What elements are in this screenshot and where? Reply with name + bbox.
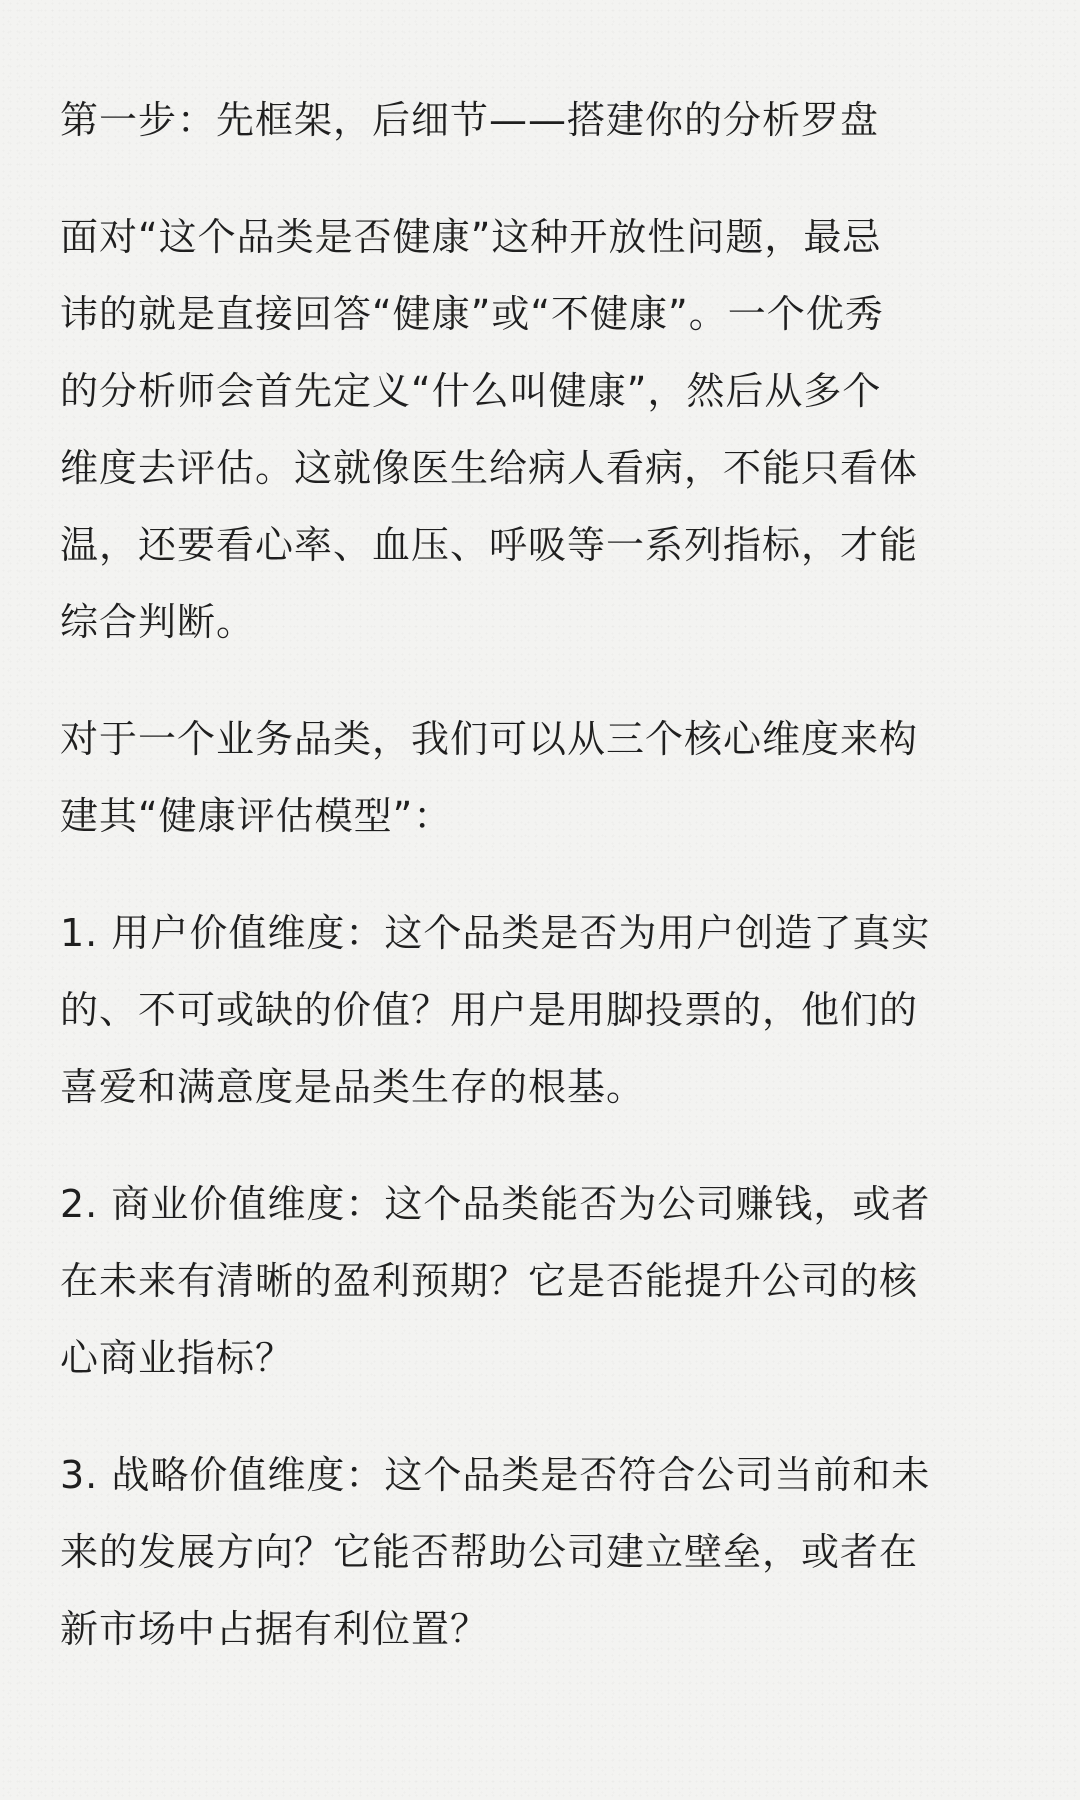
list-item-business-value	[60, 1166, 1020, 1397]
text-line: 喜爱和满意度是品类生存的根基。	[60, 1065, 646, 1109]
text-line: 新市场中占据有利位置？	[60, 1607, 490, 1651]
text-line: 对于一个业务品类，我们可以从三个核心维度来构	[60, 717, 919, 761]
text-line: 面对“这个品类是否健康”这种开放性问题，最忌	[60, 215, 882, 259]
text-line: 温，还要看心率、血压、呼吸等一系列指标，才能	[60, 523, 919, 567]
text-line: 心商业指标？	[60, 1336, 295, 1380]
text-line: 维度去评估。这就像医生给病人看病，不能只看体	[60, 446, 919, 490]
text-line: 1. 用户价值维度：这个品类是否为用户创造了真实	[60, 911, 931, 955]
text-line: 建其“健康评估模型”：	[60, 794, 453, 838]
text-line: 综合判断。	[60, 600, 256, 644]
paragraph-model	[60, 701, 1020, 855]
text-line: 2. 商业价值维度：这个品类能否为公司赚钱，或者	[60, 1182, 931, 1226]
text-line: 3. 战略价值维度：这个品类是否符合公司当前和未	[60, 1453, 931, 1497]
text-line: 的、不可或缺的价值？用户是用脚投票的，他们的	[60, 988, 919, 1032]
section-heading: 第一步：先框架，后细节——搭建你的分析罗盘	[60, 98, 880, 142]
text-line: 在未来有清晰的盈利预期？它是否能提升公司的核	[60, 1259, 919, 1303]
text-line: 来的发展方向？它能否帮助公司建立壁垒，或者在	[60, 1530, 919, 1574]
paragraph-intro	[60, 199, 1020, 661]
text-line: 的分析师会首先定义“什么叫健康”，然后从多个	[60, 369, 882, 413]
list-item-strategic-value	[60, 1437, 1020, 1668]
text-line: 讳的就是直接回答“健康”或“不健康”。一个优秀	[60, 292, 884, 336]
list-item-user-value	[60, 895, 1020, 1126]
